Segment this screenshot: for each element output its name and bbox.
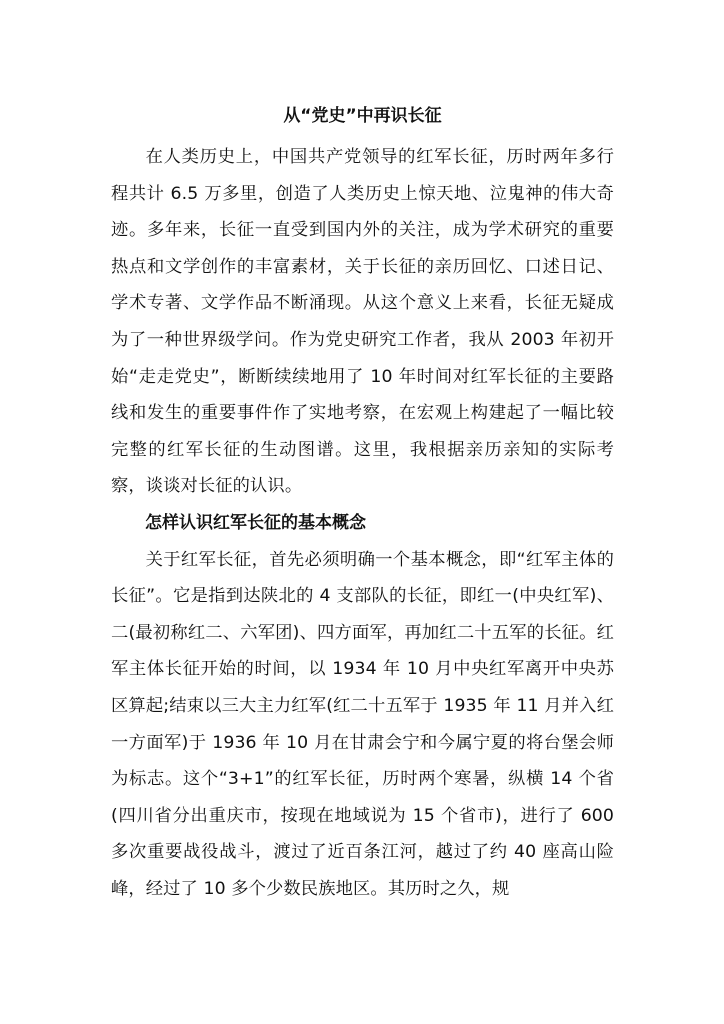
document-title: 从“党史”中再识长征: [283, 106, 442, 126]
paragraph-concept: 关于红军长征，首先必须明确一个基本概念，即“红军主体的长征”。它是指到达陕北的 4 支部队的长征，即红一(中央红军)、二(最初称红二、六军团)、四方面军，再加红二十五军的长征。红军主体长征开始的时间，以 1934 年 10 月中央红军离开中央苏区算起;结束以三大主力红军(红二十五军于 1935 年 11 月并入红一方面军)于 1936 年 10 月在甘肃会宁和今属宁夏的将台堡会师为标志。这个“3+1”的红军长征，历时两个寒暑，纵横 14 个省(四川省分出重庆市，按现在地域说为 15 个省市)，进行了 600 多次重要战役战斗，渡过了近百条江河，越过了约 40 座高山险峰，经过了 10 多个少数民族地区。其历时之久，规: [111, 549, 614, 899]
document-page: [111, 97, 614, 907]
section-heading: 怎样认识红军长征的基本概念: [145, 512, 366, 533]
paragraph-intro: 在人类历史上，中国共产党领导的红军长征，历时两年多行程共计 6.5 万多里，创造了人类历史上惊天地、泣鬼神的伟大奇迹。多年来，长征一直受到国内外的关注，成为学术研究的重要热点和文学创作的丰富素材，关于长征的亲历回忆、口述日记、学术专著、文学作品不断涌现。从这个意义上来看，长征无疑成为了一种世界级学问。作为党史研究工作者，我从 2003 年初开始“走走党史”，断断续续地用了 10 年时间对红军长征的主要路线和发生的重要事件作了实地考察，在宏观上构建起了一幅比较完整的红军长征的生动图谱。这里，我根据亲历亲知的实际考察，谈谈对长征的认识。: [111, 147, 614, 497]
